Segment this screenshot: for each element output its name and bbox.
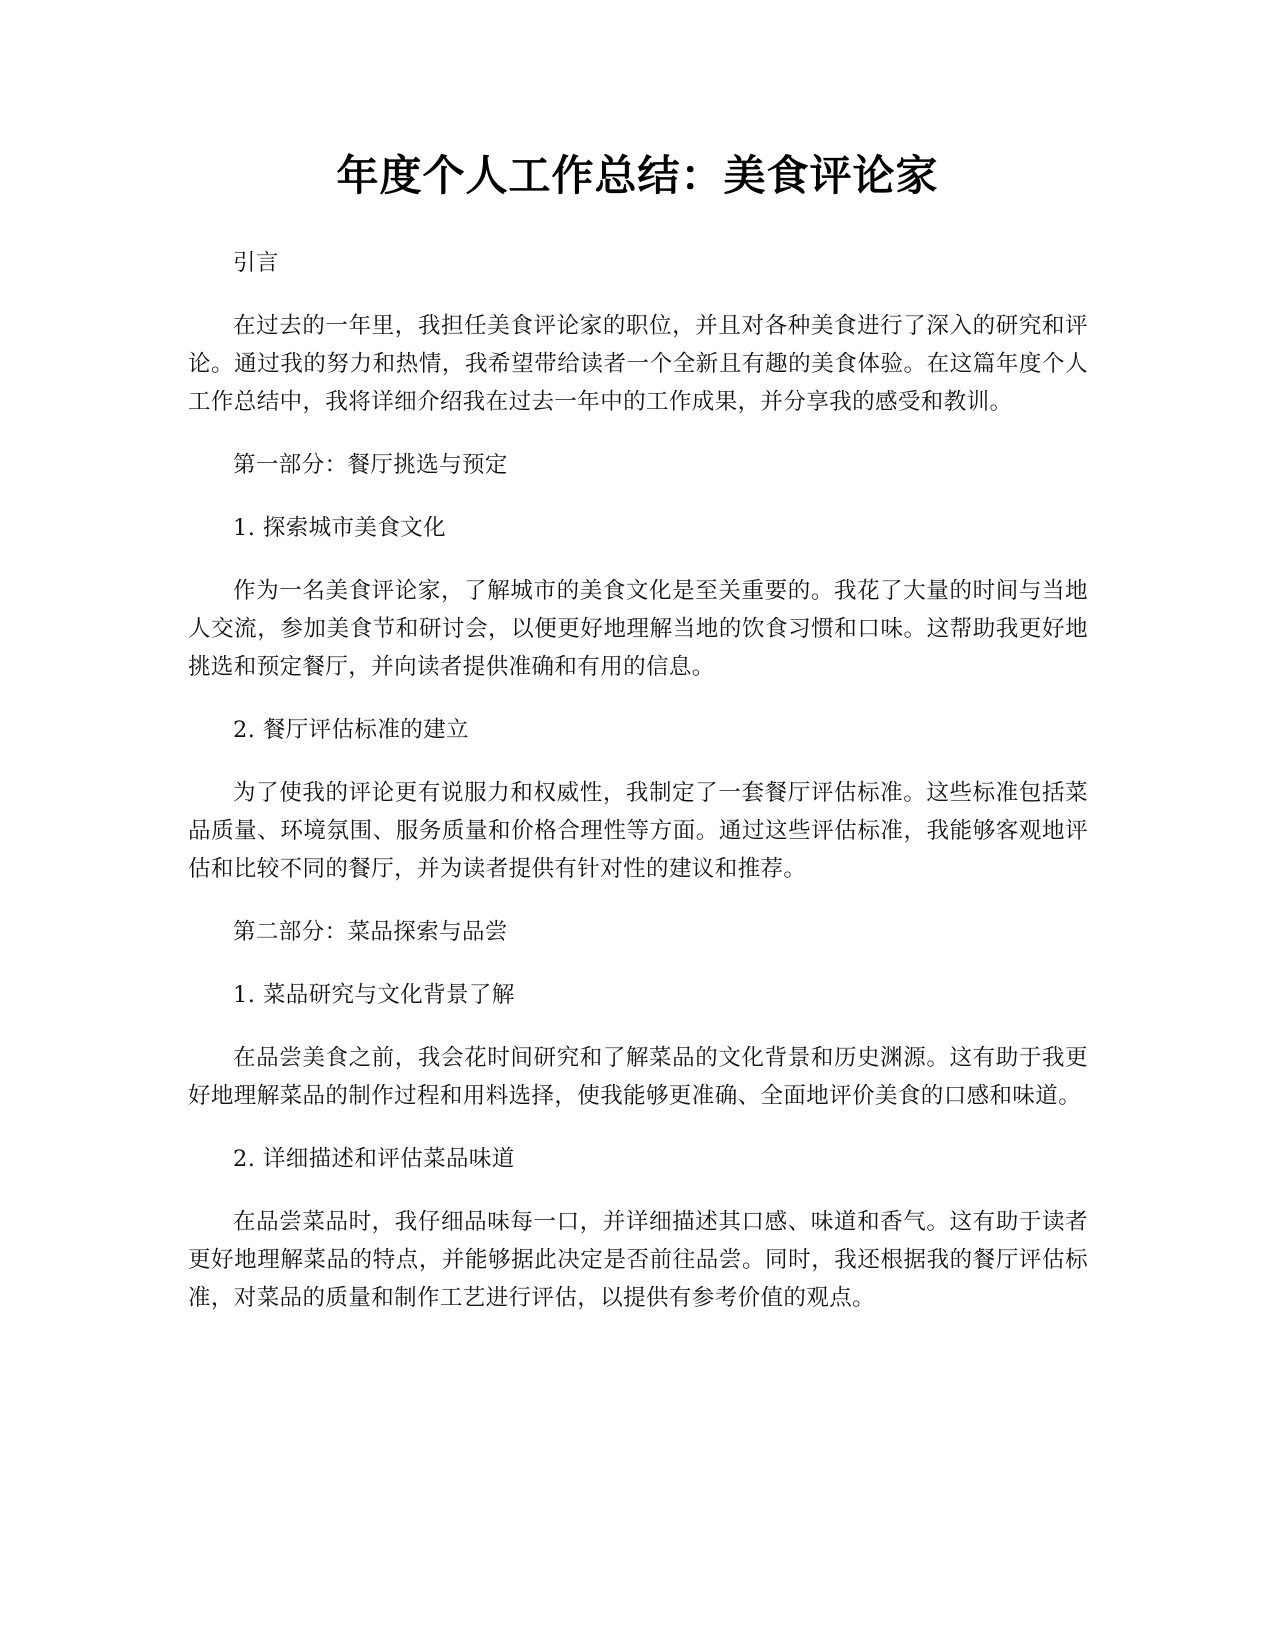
document-title: 年度个人工作总结：美食评论家 [336,151,939,200]
section-heading-part-two: 第二部分：菜品探索与品尝 [233,919,508,945]
subheading-dish-research: 1. 菜品研究与文化背景了解 [233,982,515,1008]
subheading-explore-food-culture: 1. 探索城市美食文化 [233,515,447,541]
section-heading-introduction: 引言 [233,250,279,276]
paragraph-introduction: 在过去的一年里，我担任美食评论家的职位，并且对各种美食进行了深入的研究和评论。通过我的努力和热情，我希望带给读者一个全新且有趣的美食体验。在这篇年度个人工作总结中，我将详细介绍我在过去一年中的工作成果，并分享我的感受和教训。 [188,313,1088,415]
subheading-describe-taste: 2. 详细描述和评估菜品味道 [233,1146,515,1172]
document-body [188,244,1088,1342]
section-heading-part-one: 第一部分：餐厅挑选与预定 [233,452,508,478]
paragraph-food-culture: 作为一名美食评论家，了解城市的美食文化是至关重要的。我花了大量的时间与当地人交流，参加美食节和研讨会，以便更好地理解当地的饮食习惯和口味。这帮助我更好地挑选和预定餐厅，并向读者提供准确和有用的信息。 [188,578,1088,680]
paragraph-dish-research: 在品尝美食之前，我会花时间研究和了解菜品的文化背景和历史渊源。这有助于我更好地理解菜品的制作过程和用料选择，使我能够更准确、全面地评价美食的口感和味道。 [188,1045,1088,1109]
subheading-evaluation-standards: 2. 餐厅评估标准的建立 [233,717,469,743]
paragraph-evaluation-standards: 为了使我的评论更有说服力和权威性，我制定了一套餐厅评估标准。这些标准包括菜品质量、环境氛围、服务质量和价格合理性等方面。通过这些评估标准，我能够客观地评估和比较不同的餐厅，并为读者提供有针对性的建议和推荐。 [188,780,1088,882]
paragraph-describe-taste: 在品尝菜品时，我仔细品味每一口，并详细描述其口感、味道和香气。这有助于读者更好地理解菜品的特点，并能够据此决定是否前往品尝。同时，我还根据我的餐厅评估标准，对菜品的质量和制作工艺进行评估，以提供有参考价值的观点。 [188,1209,1088,1311]
